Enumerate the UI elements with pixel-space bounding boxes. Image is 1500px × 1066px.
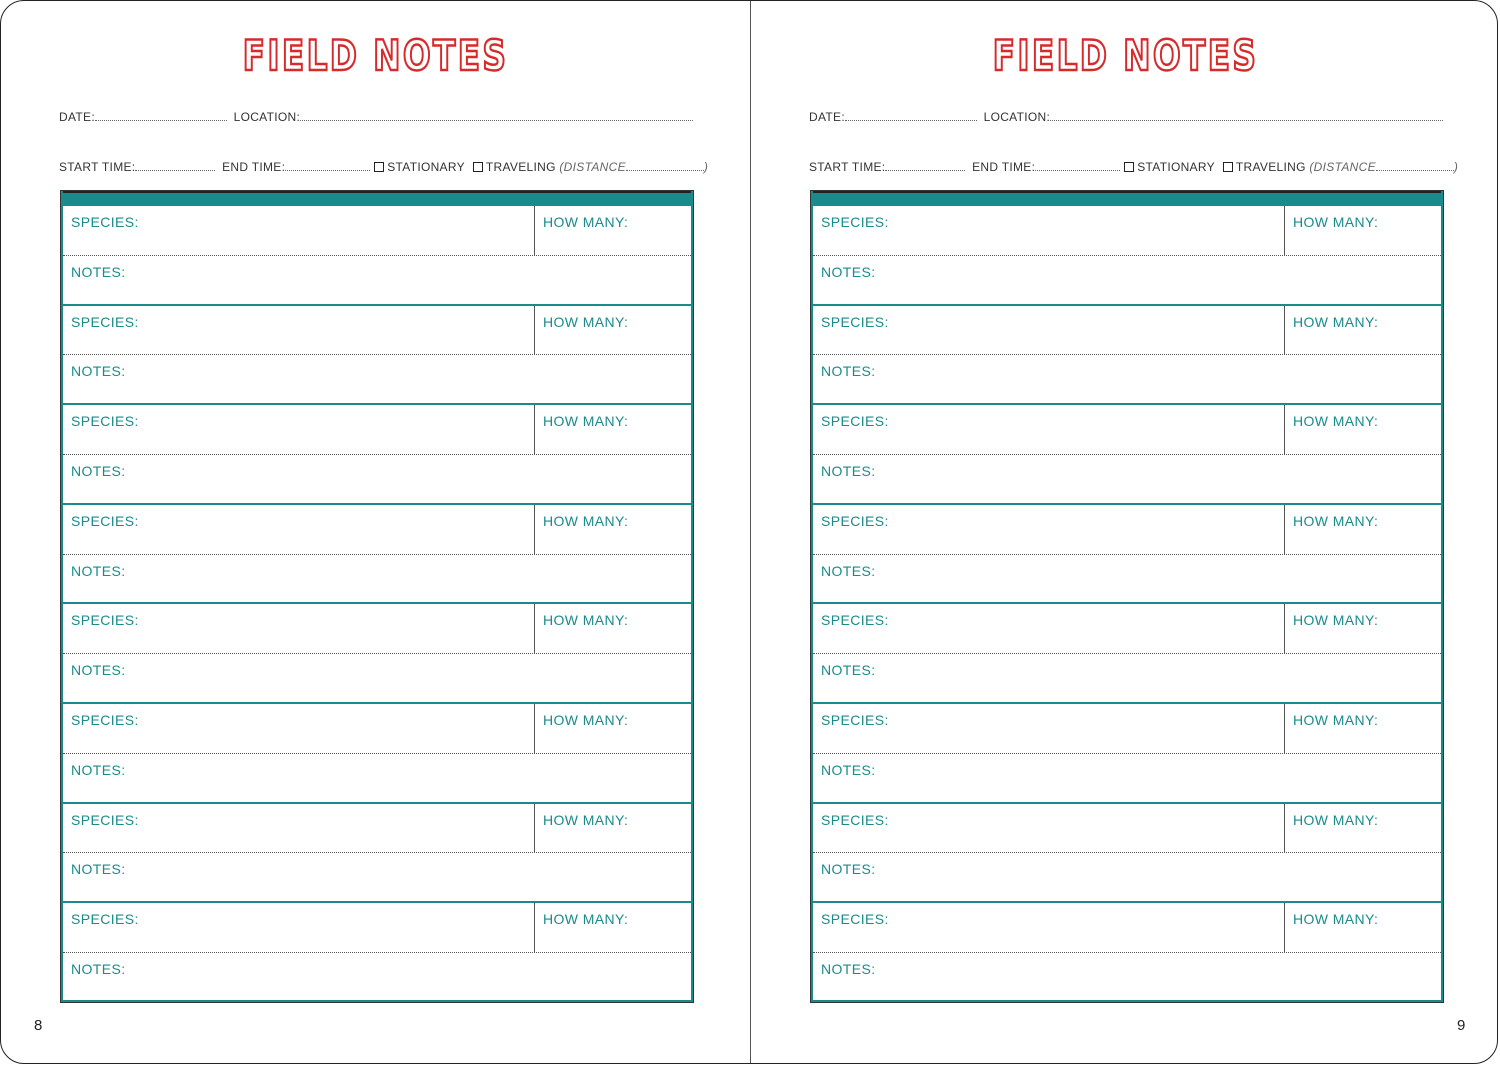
notes-label: NOTES: <box>71 662 126 679</box>
left-page <box>1 1 750 1064</box>
how-many-cell[interactable] <box>534 804 629 853</box>
how-many-cell[interactable] <box>1284 206 1379 255</box>
species-row[interactable] <box>813 306 1441 356</box>
how-many-label: HOW MANY: <box>1293 612 1379 629</box>
notes-row[interactable] <box>63 654 691 704</box>
notes-row[interactable] <box>813 455 1441 505</box>
location-label: LOCATION: <box>983 110 1051 124</box>
date-field[interactable] <box>845 110 977 121</box>
end-time-label: END TIME: <box>222 160 286 174</box>
species-row[interactable] <box>813 505 1441 555</box>
species-label: SPECIES: <box>71 612 139 629</box>
species-label: SPECIES: <box>821 711 889 728</box>
notes-label: NOTES: <box>71 761 126 778</box>
traveling-checkbox[interactable] <box>473 162 483 172</box>
how-many-label: HOW MANY: <box>543 711 629 728</box>
start-time-label: START TIME: <box>59 160 136 174</box>
stationary-label: STATIONARY <box>387 160 465 174</box>
how-many-label: HOW MANY: <box>1293 911 1379 928</box>
species-label: SPECIES: <box>71 811 139 828</box>
how-many-cell[interactable] <box>534 206 629 255</box>
notes-row[interactable] <box>813 853 1441 903</box>
species-row[interactable] <box>813 405 1441 455</box>
notes-row[interactable] <box>813 355 1441 405</box>
how-many-cell[interactable] <box>1284 704 1379 753</box>
notes-label: NOTES: <box>821 562 876 579</box>
distance-field[interactable] <box>1376 160 1454 171</box>
species-row[interactable] <box>63 505 691 555</box>
how-many-label: HOW MANY: <box>543 214 629 230</box>
location-field[interactable] <box>1050 110 1443 121</box>
species-row[interactable] <box>63 604 691 654</box>
how-many-cell[interactable] <box>534 405 629 454</box>
page-title: FIELD NOTES <box>242 31 509 80</box>
how-many-label: HOW MANY: <box>1293 711 1379 728</box>
how-many-cell[interactable] <box>534 903 629 952</box>
species-row[interactable] <box>813 804 1441 854</box>
distance-open: (DISTANCE <box>1309 160 1376 174</box>
notes-label: NOTES: <box>71 562 126 579</box>
time-row <box>809 160 1458 174</box>
species-label: SPECIES: <box>821 512 889 529</box>
species-row[interactable] <box>63 804 691 854</box>
species-row[interactable] <box>63 903 691 953</box>
start-time-field[interactable] <box>135 160 215 171</box>
notes-label: NOTES: <box>821 662 876 679</box>
how-many-label: HOW MANY: <box>543 512 629 529</box>
notes-label: NOTES: <box>821 861 876 878</box>
notes-label: NOTES: <box>821 263 876 280</box>
species-row[interactable] <box>813 604 1441 654</box>
notes-label: NOTES: <box>71 462 126 479</box>
end-time-field[interactable] <box>285 160 370 171</box>
how-many-cell[interactable] <box>1284 604 1379 653</box>
species-row[interactable] <box>63 405 691 455</box>
how-many-cell[interactable] <box>1284 306 1379 355</box>
date-location-row <box>809 110 1443 124</box>
species-label: SPECIES: <box>821 214 889 230</box>
notes-row[interactable] <box>813 754 1441 804</box>
traveling-checkbox[interactable] <box>1223 162 1233 172</box>
how-many-label: HOW MANY: <box>543 811 629 828</box>
notes-label: NOTES: <box>71 861 126 878</box>
how-many-cell[interactable] <box>1284 804 1379 853</box>
end-time-label: END TIME: <box>972 160 1036 174</box>
species-row[interactable] <box>63 206 691 256</box>
species-label: SPECIES: <box>71 512 139 529</box>
start-time-field[interactable] <box>885 160 965 171</box>
location-field[interactable] <box>300 110 693 121</box>
notes-row[interactable] <box>63 355 691 405</box>
how-many-cell[interactable] <box>534 604 629 653</box>
species-row[interactable] <box>813 206 1441 256</box>
start-time-label: START TIME: <box>809 160 886 174</box>
traveling-label: TRAVELING <box>1235 160 1306 174</box>
species-row[interactable] <box>813 903 1441 953</box>
date-location-row <box>59 110 693 124</box>
how-many-cell[interactable] <box>534 505 629 554</box>
date-label: DATE: <box>59 110 95 124</box>
species-label: SPECIES: <box>821 911 889 928</box>
notes-label: NOTES: <box>821 462 876 479</box>
traveling-label: TRAVELING <box>485 160 556 174</box>
how-many-label: HOW MANY: <box>543 612 629 629</box>
location-label: LOCATION: <box>233 110 301 124</box>
notes-label: NOTES: <box>71 960 126 977</box>
distance-field[interactable] <box>626 160 704 171</box>
how-many-cell[interactable] <box>1284 505 1379 554</box>
how-many-cell[interactable] <box>534 306 629 355</box>
how-many-label: HOW MANY: <box>1293 811 1379 828</box>
notes-row[interactable] <box>63 953 691 1003</box>
how-many-label: HOW MANY: <box>543 313 629 330</box>
how-many-label: HOW MANY: <box>543 413 629 430</box>
date-label: DATE: <box>809 110 845 124</box>
species-row[interactable] <box>63 704 691 754</box>
how-many-label: HOW MANY: <box>1293 214 1379 230</box>
stationary-checkbox[interactable] <box>1124 162 1134 172</box>
observation-table <box>61 191 693 1002</box>
page-number: 8 <box>34 1017 43 1034</box>
notes-row[interactable] <box>813 256 1441 306</box>
end-time-field[interactable] <box>1035 160 1120 171</box>
species-label: SPECIES: <box>821 612 889 629</box>
distance-close: ) <box>703 160 709 174</box>
notes-row[interactable] <box>63 455 691 505</box>
right-page <box>751 1 1498 1064</box>
notes-row[interactable] <box>813 953 1441 1003</box>
species-label: SPECIES: <box>71 911 139 928</box>
notes-label: NOTES: <box>821 761 876 778</box>
observation-table <box>811 191 1443 1002</box>
notes-row[interactable] <box>63 256 691 306</box>
notes-label: NOTES: <box>821 960 876 977</box>
species-row[interactable] <box>63 306 691 356</box>
table-header-bar <box>813 191 1441 206</box>
notes-row[interactable] <box>813 654 1441 704</box>
species-row[interactable] <box>813 704 1441 754</box>
date-field[interactable] <box>95 110 227 121</box>
how-many-cell[interactable] <box>534 704 629 753</box>
page-title: FIELD NOTES <box>992 31 1259 80</box>
how-many-label: HOW MANY: <box>1293 313 1379 330</box>
stationary-label: STATIONARY <box>1137 160 1215 174</box>
time-row <box>59 160 708 174</box>
how-many-cell[interactable] <box>1284 405 1379 454</box>
table-header-bar <box>63 191 691 206</box>
species-label: SPECIES: <box>71 313 139 330</box>
notes-label: NOTES: <box>71 263 126 280</box>
how-many-label: HOW MANY: <box>1293 512 1379 529</box>
species-label: SPECIES: <box>71 214 139 230</box>
species-label: SPECIES: <box>71 711 139 728</box>
notes-row[interactable] <box>63 754 691 804</box>
distance-open: (DISTANCE <box>559 160 626 174</box>
species-label: SPECIES: <box>71 413 139 430</box>
species-label: SPECIES: <box>821 313 889 330</box>
species-label: SPECIES: <box>821 413 889 430</box>
observation-rows <box>813 206 1441 1003</box>
stationary-checkbox[interactable] <box>374 162 384 172</box>
notes-row[interactable] <box>63 555 691 605</box>
distance-close: ) <box>1453 160 1459 174</box>
how-many-label: HOW MANY: <box>1293 413 1379 430</box>
notes-label: NOTES: <box>821 363 876 380</box>
how-many-label: HOW MANY: <box>543 911 629 928</box>
observation-rows <box>63 206 691 1003</box>
notes-row[interactable] <box>63 853 691 903</box>
notes-label: NOTES: <box>71 363 126 380</box>
species-label: SPECIES: <box>821 811 889 828</box>
how-many-cell[interactable] <box>1284 903 1379 952</box>
notes-row[interactable] <box>813 555 1441 605</box>
page-number: 9 <box>1457 1017 1466 1034</box>
